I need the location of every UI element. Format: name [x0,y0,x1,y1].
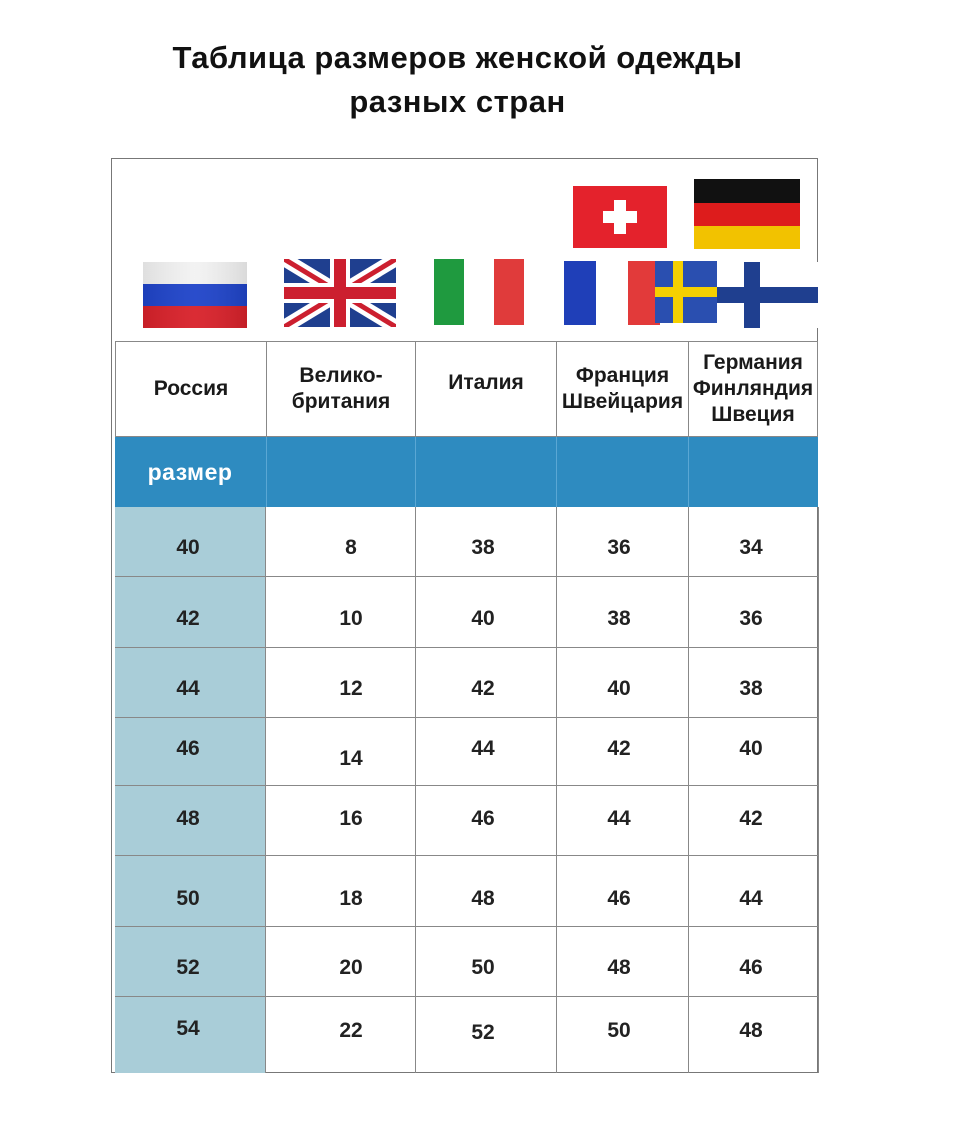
uk-flag [284,259,396,327]
size-cell: 38 [607,607,631,630]
row-divider [115,855,818,856]
band-divider [688,437,689,507]
size-cell: 40 [471,607,495,630]
header-france-switzerland [556,341,689,437]
size-cell: 44 [739,887,763,910]
column-divider [265,507,266,1073]
size-cell: 40 [739,737,763,760]
russia-size-cell: 48 [176,807,200,830]
size-cell: 38 [739,677,763,700]
sweden-flag [655,261,717,323]
size-cell: 44 [607,807,631,830]
size-cell: 18 [339,887,363,910]
column-divider [688,507,689,1073]
russia-size-cell: 42 [176,607,200,630]
row-divider [115,576,818,577]
size-cell: 42 [607,737,631,760]
column-divider [415,507,416,1073]
size-cell: 46 [607,887,631,910]
size-cell: 16 [339,807,363,830]
russia-column [115,507,265,1073]
header-label: Велико- британия [291,364,391,413]
row-divider [115,647,818,648]
size-cell: 44 [471,737,495,760]
column-divider [818,507,819,1073]
size-cell: 20 [339,956,363,979]
size-cell: 50 [471,956,495,979]
germany-flag [694,179,800,249]
size-cell: 48 [471,887,495,910]
finland-flag [717,262,818,328]
size-cell: 52 [471,1021,495,1044]
header-italy [415,341,557,437]
france-flag [564,261,660,325]
size-label: размер [147,458,233,485]
column-divider [556,507,557,1073]
size-cell: 40 [607,677,631,700]
russia-size-cell: 50 [176,887,200,910]
page-subtitle: разных стран [349,84,566,119]
size-cell: 48 [607,956,631,979]
size-cell: 50 [607,1019,631,1042]
size-cell: 42 [739,807,763,830]
russia-size-cell: 40 [176,536,200,559]
header-russia [115,341,267,437]
page-title: Таблица размеров женской одежды [172,40,743,75]
header-label: Италия [448,371,524,394]
header-label: Франция Швейцария [561,364,684,413]
switzerland-flag [573,186,667,248]
band-divider [556,437,557,507]
header-label: Россия [153,377,229,400]
italy-flag [434,259,524,325]
size-cell: 22 [339,1019,363,1042]
header-uk [266,341,416,437]
russia-size-cell: 52 [176,956,200,979]
russia-size-cell: 46 [176,737,200,760]
size-cell: 8 [345,536,357,559]
size-cell: 48 [739,1019,763,1042]
band-divider [266,437,267,507]
header-germany-finland-sweden [688,341,818,437]
band-divider [415,437,416,507]
header-label: Германия Финляндия Швеция [692,351,814,426]
russia-size-cell: 44 [176,677,200,700]
size-cell: 12 [339,677,363,700]
row-divider [115,996,818,997]
size-cell: 34 [739,536,763,559]
size-cell: 42 [471,677,495,700]
size-cell: 38 [471,536,495,559]
size-cell: 46 [739,956,763,979]
size-cell: 14 [339,747,363,770]
size-cell: 10 [339,607,363,630]
row-divider [115,926,818,927]
russia-flag [143,262,247,328]
size-cell: 46 [471,807,495,830]
size-cell: 36 [607,536,631,559]
size-cell: 36 [739,607,763,630]
row-divider [115,717,818,718]
russia-size-cell: 54 [176,1017,200,1040]
row-divider [115,785,818,786]
